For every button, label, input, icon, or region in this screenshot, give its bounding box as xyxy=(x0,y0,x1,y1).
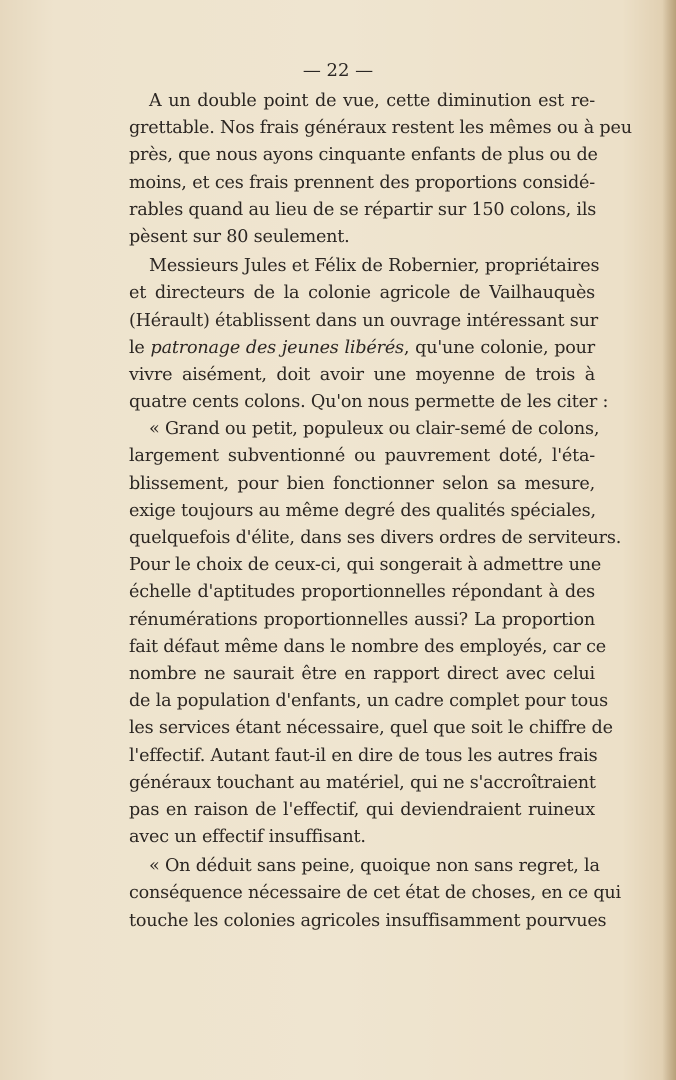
text-line: conséquence nécessaire de cet état de choses, en ce qui xyxy=(129,883,621,904)
page-number: — 22 — xyxy=(302,60,374,81)
text-line: Pour le choix de ceux-ci, qui songerait à admettre une xyxy=(129,555,602,576)
text-line: avec un effectif insuffisant. xyxy=(129,827,366,848)
text-line-end: , qu'une colonie, pour xyxy=(403,337,596,358)
paragraph-3 xyxy=(129,416,622,851)
book-title-italic: patronage des jeunes libérés xyxy=(150,337,404,358)
text-line: pas en raison de l'effectif, qui deviendraient ruineux xyxy=(129,799,595,820)
text-line: rénumérations proportionnelles aussi? La proportion xyxy=(129,609,595,630)
body-text xyxy=(129,88,632,935)
text-line: les services étant nécessaire, quel que soit le chiffre de xyxy=(129,718,613,739)
text-line: grettable. Nos frais généraux restent les mêmes ou à peu xyxy=(129,118,632,139)
text-line: « Grand ou petit, populeux ou clair-semé de colons, xyxy=(149,419,600,440)
paragraph-1 xyxy=(129,88,632,251)
text-line: près, que nous ayons cinquante enfants de plus ou de xyxy=(129,145,598,166)
text-line: rables quand au lieu de se répartir sur 150 colons, ils xyxy=(129,199,597,220)
text-line: quelquefois d'élite, dans ses divers ordres de serviteurs. xyxy=(129,528,622,548)
text-line: pèsent sur 80 seulement. xyxy=(129,226,350,247)
text-line: nombre ne saurait être en rapport direct avec celui xyxy=(129,663,595,684)
text-line: fait défaut même dans le nombre des employés, car ce xyxy=(129,636,607,657)
text-line: de la population d'enfants, un cadre complet pour tous xyxy=(129,691,608,712)
text-line: « On déduit sans peine, quoique non sans regret, la xyxy=(149,856,600,877)
text-line: Messieurs Jules et Félix de Robernier, propriétaires xyxy=(149,256,600,277)
paragraph-4 xyxy=(129,853,621,935)
text-line: l'effectif. Autant faut-il en dire de tous les autres frais xyxy=(129,745,598,766)
text-line: moins, et ces frais prennent des proportions considé- xyxy=(129,172,595,193)
text-line: et directeurs de la colonie agricole de Vailhauquès xyxy=(129,283,595,304)
text-line: blissement, pour bien fonctionner selon sa mesure, xyxy=(129,473,595,494)
text-line: quatre cents colons. Qu'on nous permette de les citer : xyxy=(129,392,609,413)
text-line: touche les colonies agricoles insuffisamment pourvues xyxy=(129,910,607,931)
page-edge-shadow xyxy=(662,0,676,1080)
text-line: largement subventionné ou pauvrement doté, l'éta- xyxy=(129,446,595,467)
text-line: A un double point de vue, cette diminution est re- xyxy=(149,91,595,111)
text-line: exige toujours au même degré des qualités spéciales, xyxy=(129,500,596,521)
text-line: (Hérault) établissent dans un ouvrage intéressant sur xyxy=(129,310,598,331)
text-line: échelle d'aptitudes proportionnelles répondant à des xyxy=(129,582,595,603)
text-line: généraux touchant au matériel, qui ne s'accroîtraient xyxy=(129,772,596,793)
text-line-start: le xyxy=(129,337,151,358)
paragraph-2 xyxy=(129,253,609,416)
text-line-with-italic xyxy=(129,335,595,362)
text-line: vivre aisément, doit avoir une moyenne de trois à xyxy=(129,364,595,385)
